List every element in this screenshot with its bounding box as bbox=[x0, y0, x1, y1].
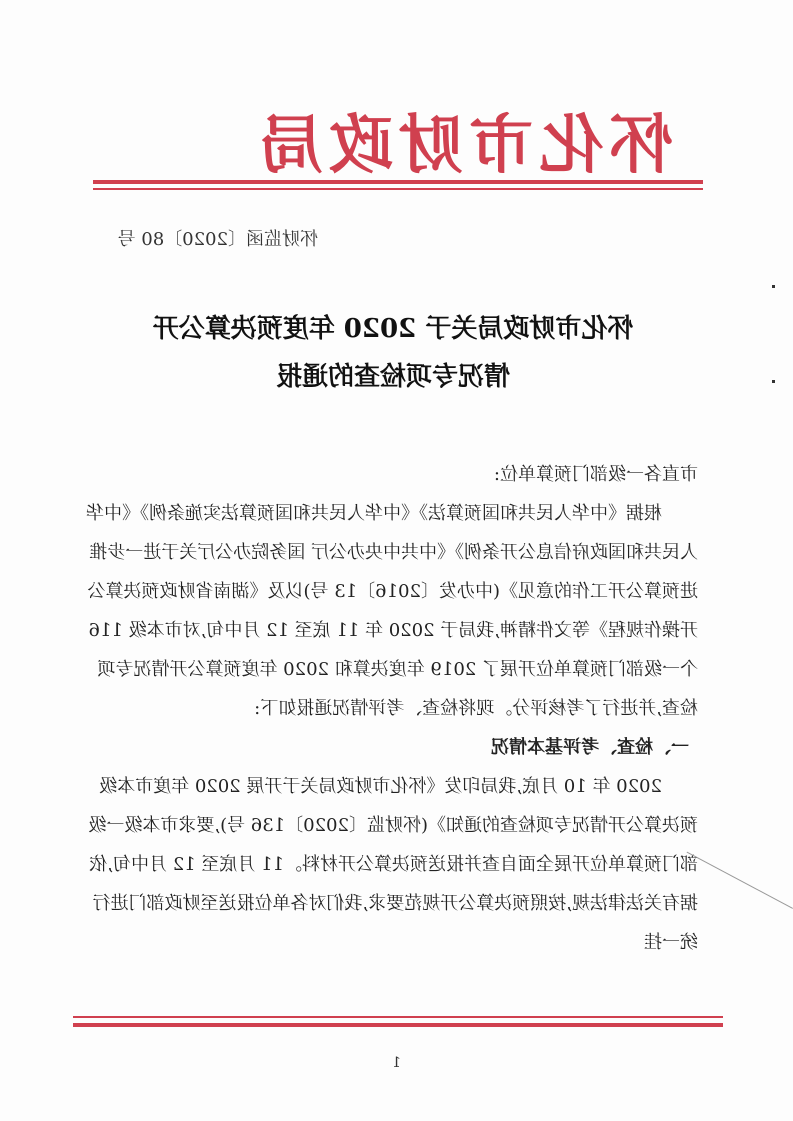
paragraph-1: 根据《中华人民共和国预算法》《中华人民共和国预算法实施条例》《中华人民共和国政府信息公开条例》《中共中央办公厅 国务院办公厅关于进一步推进预算公开工作的意见》(中办发〔2016〕13 号)以及《湖南省财政预决算公开操作规程》等文件精神,我局于 2020 年 11 底至 12 月中旬,对市本级 116 个一级部门预算单位开展了 2019 年度决算和 2020 年度预算公开情况专项检查,并进行了考核评分。现将检查、考评情况通报如下: bbox=[86, 503, 698, 719]
document-number: 怀财监函〔2020〕80 号 bbox=[117, 229, 318, 250]
salutation: 市直各一级部门预算单位: bbox=[493, 464, 698, 485]
title-line-2: 情况专项检查的通报 bbox=[276, 362, 511, 392]
masthead-rule-top bbox=[93, 180, 703, 184]
section-1-heading: 一、检查、考评基本情况 bbox=[491, 737, 689, 758]
scan-mark-1 bbox=[772, 285, 775, 288]
masthead-rule-bottom bbox=[93, 188, 703, 190]
footer-rule-top bbox=[73, 1016, 723, 1018]
title-line-1: 怀化市财政局关于 2020 年度预决算公开 bbox=[152, 314, 634, 344]
masthead: 怀化市财政局 bbox=[253, 108, 673, 183]
document-title bbox=[113, 305, 673, 401]
scan-mark-2 bbox=[772, 380, 775, 383]
paragraph-2: 2020 年 10 月底,我局印发《怀化市财政局关于开展 2020 年度市本级预决算公开情况专项检查的通知》(怀财监〔2020〕136 号),要求市本级一级部门预算单位开展全面自查并报送预决算公开材料。11 月底至 12 月中旬,依据有关法律法规,按照预决算公开规范要求,我们对各单位报送至财政部门进行统一挂 bbox=[88, 776, 698, 953]
footer-rule-bottom bbox=[73, 1023, 723, 1027]
fold-crease bbox=[687, 852, 793, 909]
page-number: 1 bbox=[392, 1055, 401, 1071]
document-body bbox=[83, 455, 698, 962]
